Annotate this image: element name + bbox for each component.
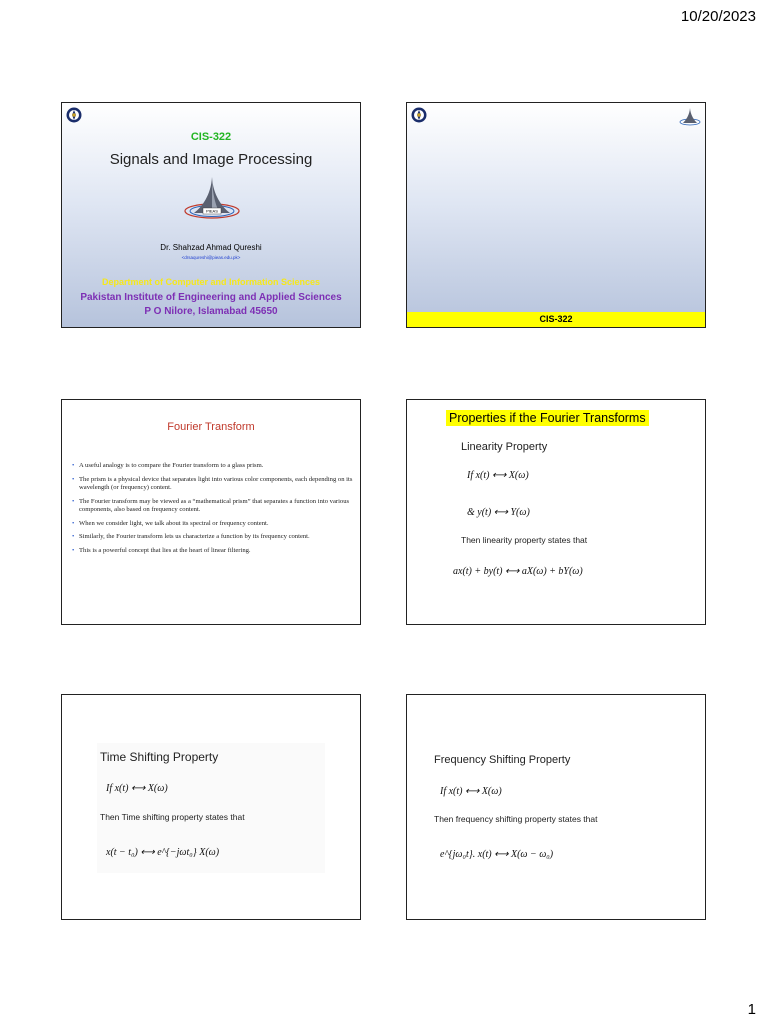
bullet-item: • Similarly, the Fourier transform lets us characterize a function by its frequency content.: [72, 533, 310, 540]
equation-3: ax(t) + by(t) ⟷ aX(ω) + bY(ω): [453, 566, 583, 577]
pieas-logo-text: PIEAS: [206, 208, 218, 214]
equation-2: e^{jω₀t}. x(t) ⟷ X(ω − ω₀): [440, 849, 554, 860]
author-name: Dr. Shahzad Ahmad Qureshi: [160, 243, 262, 252]
slide-6-freq-shift: [406, 694, 706, 920]
slide-title: Fourier Transform: [167, 421, 255, 433]
equation-2: x(t − t₀) ⟷ e^{−jωt₀} X(ω): [106, 847, 220, 858]
bullet-item: • When we consider light, we talk about its spectral or frequency content.: [72, 519, 269, 527]
slide-4-linearity: [406, 399, 706, 625]
pieas-logo: [182, 175, 242, 221]
equation-1: If x(t) ⟷ X(ω): [440, 786, 502, 797]
property-heading: Linearity Property: [461, 441, 548, 453]
equation-1: If x(t) ⟷ X(ω): [106, 783, 168, 794]
property-statement: Then linearity property states that: [461, 535, 588, 545]
slide-1-title: [61, 102, 361, 328]
emblem-icon: [66, 107, 82, 123]
pieas-small-logo: [679, 107, 701, 127]
property-heading: Time Shifting Property: [100, 750, 219, 764]
property-statement: Then frequency shifting property states that: [434, 814, 598, 824]
property-heading: Frequency Shifting Property: [434, 754, 571, 766]
equation-1: If x(t) ⟷ X(ω): [467, 470, 529, 481]
slide-2-blank: [406, 102, 706, 328]
course-code: CIS-322: [190, 131, 232, 143]
slide-title: Properties if the Fourier Transforms: [446, 410, 649, 426]
page-date: 10/20/2023: [680, 8, 756, 25]
emblem-icon: [411, 107, 427, 123]
slide-title: Signals and Image Processing: [109, 151, 313, 168]
bullet-list: [72, 462, 356, 560]
page-number: 1: [747, 1001, 756, 1018]
slide-3-fourier: [61, 399, 361, 625]
address: P O Nilore, Islamabad 45650: [144, 306, 278, 317]
bullet-item: • The prism is a physical device that separates light into various color components, each depending on its wavelength (or frequency) content.: [72, 475, 353, 491]
bullet-item: • A useful analogy is to compare the Fourier transform to a glass prism.: [72, 462, 264, 469]
equation-2: & y(t) ⟷ Y(ω): [467, 507, 530, 518]
property-statement: Then Time shifting property states that: [100, 812, 245, 822]
department: Department of Computer and Information Sciences: [101, 277, 321, 287]
bullet-item: • This is a powerful concept that lies at the heart of linear filtering.: [72, 546, 251, 554]
slide-5-time-shift: [61, 694, 361, 920]
institute: Pakistan Institute of Engineering and Applied Sciences: [80, 292, 342, 303]
footer-course-code: CIS-322: [407, 312, 705, 327]
bullet-item: • The Fourier transform may be viewed as a “mathematical prism” that separates a function into various components, also based on frequency content.: [72, 497, 350, 513]
author-email: <drsaqureshi@pieas.edu.pk>: [181, 255, 241, 260]
